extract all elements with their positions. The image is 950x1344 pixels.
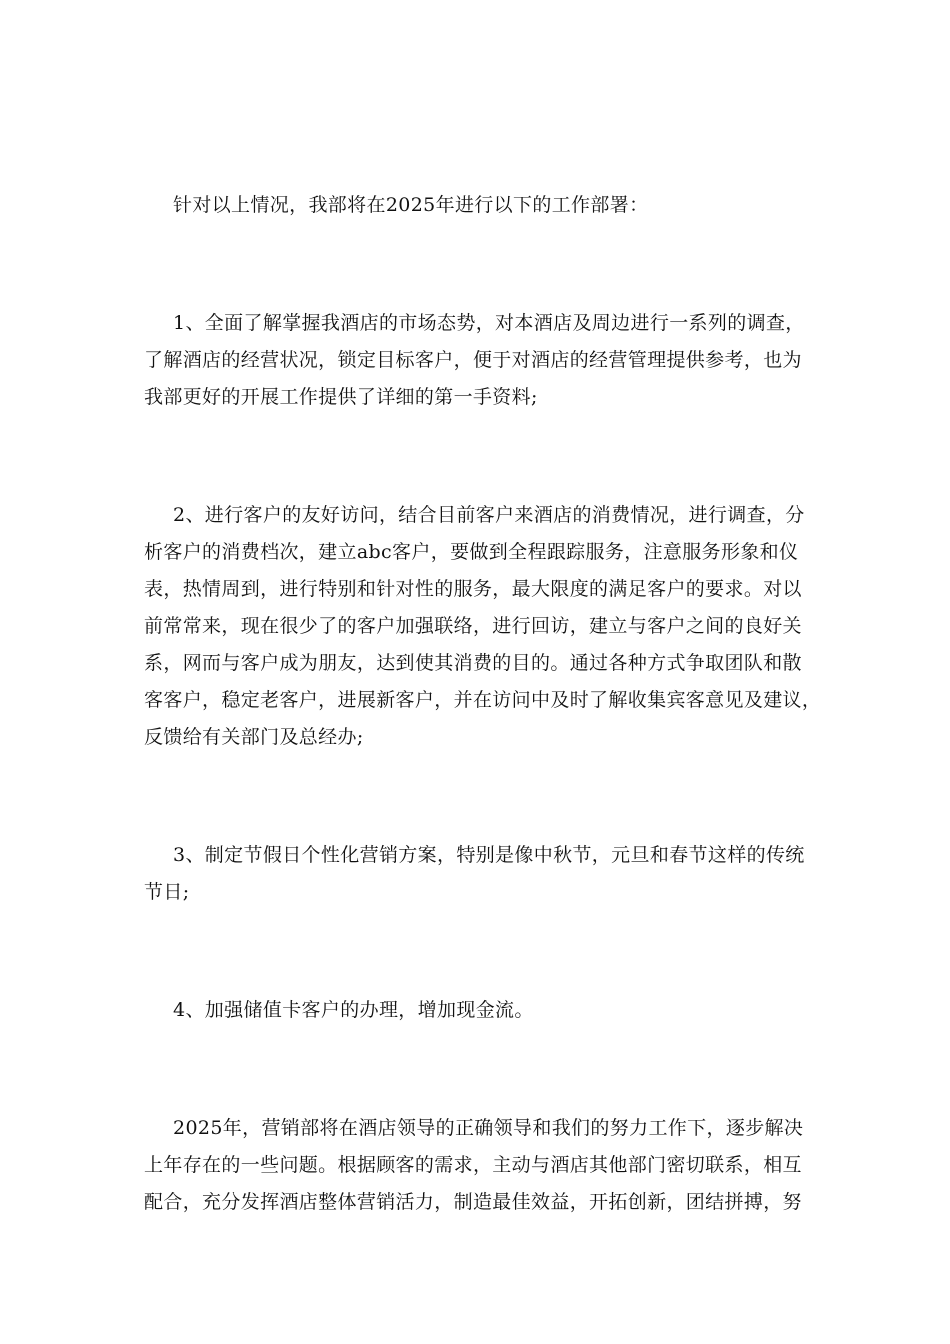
paragraph-item-3 <box>144 837 808 911</box>
paragraph-line: 了解酒店的经营状况，锁定目标客户，便于对酒店的经营管理提供参考，也为 <box>144 349 802 371</box>
paragraph-line: 1、全面了解掌握我酒店的市场态势，对本酒店及周边进行一系列的调查， <box>173 312 805 334</box>
paragraph-line: 配合，充分发挥酒店整体营销活力，制造最佳效益，开拓创新，团结拼搏，努 <box>144 1191 802 1213</box>
paragraph-summary <box>144 1110 808 1221</box>
paragraph-line: 针对以上情况，我部将在2025年进行以下的工作部署： <box>173 194 649 216</box>
paragraph-intro <box>144 187 808 224</box>
paragraph-line: 我部更好的开展工作提供了详细的第一手资料; <box>144 386 538 408</box>
paragraph-item-2 <box>144 497 822 756</box>
paragraph-item-1 <box>144 305 808 416</box>
paragraph-line: 上年存在的一些问题。根据顾客的需求，主动与酒店其他部门密切联系，相互 <box>144 1154 802 1176</box>
paragraph-line: 客客户，稳定老客户，进展新客户，并在访问中及时了解收集宾客意见及建议， <box>144 689 822 711</box>
paragraph-line: 节日; <box>144 881 190 903</box>
paragraph-line: 前常常来，现在很少了的客户加强联络，进行回访，建立与客户之间的良好关 <box>144 615 802 637</box>
paragraph-line: 反馈给有关部门及总经办; <box>144 726 364 748</box>
paragraph-line: 4、加强储值卡客户的办理，增加现金流。 <box>173 999 534 1021</box>
paragraph-line: 表，热情周到，进行特别和针对性的服务，最大限度的满足客户的要求。对以 <box>144 578 802 600</box>
paragraph-line: 3、制定节假日个性化营销方案，特别是像中秋节，元旦和春节这样的传统 <box>173 844 805 866</box>
paragraph-line: 析客户的消费档次，建立abc客户，要做到全程跟踪服务，注意服务形象和仪 <box>144 541 799 563</box>
paragraph-line: 2025年，营销部将在酒店领导的正确领导和我们的努力工作下，逐步解决 <box>173 1117 804 1139</box>
document-body <box>144 187 822 1221</box>
paragraph-line: 系，网而与客户成为朋友，达到使其消费的目的。通过各种方式争取团队和散 <box>144 652 802 674</box>
paragraph-item-4 <box>144 992 808 1029</box>
paragraph-line: 2、进行客户的友好访问，结合目前客户来酒店的消费情况，进行调查，分 <box>173 504 805 526</box>
